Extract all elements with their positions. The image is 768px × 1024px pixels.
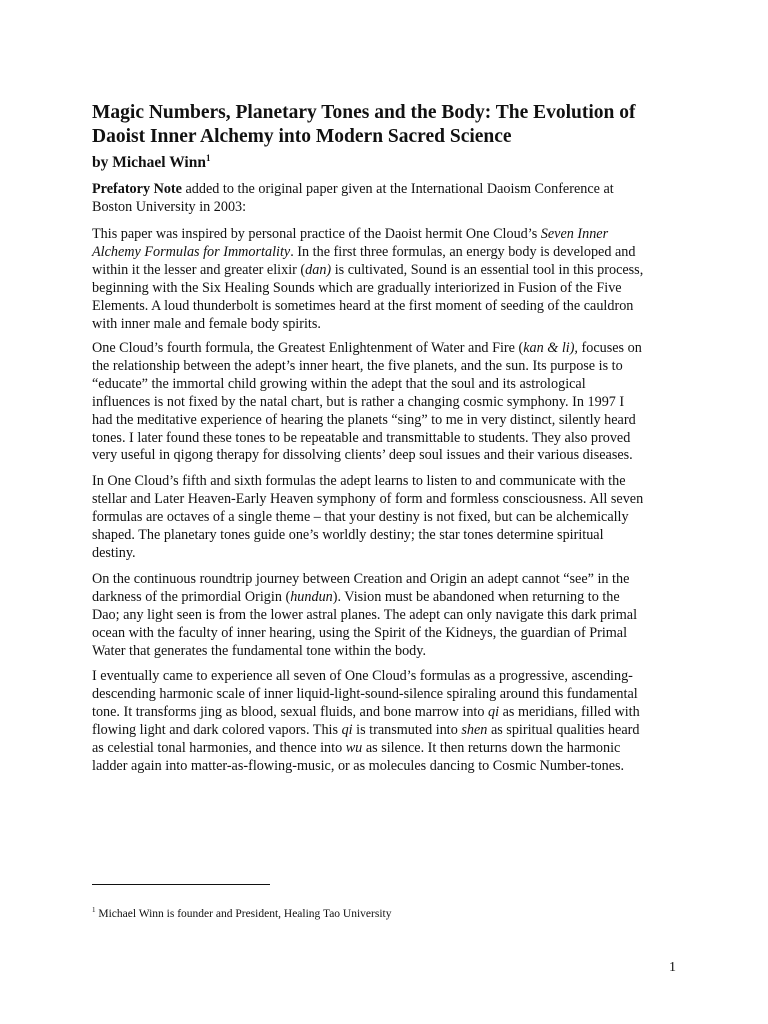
p2-line-6: tones. I later found these tones to be repeatable and transmittable to students. They also proved xyxy=(92,429,631,446)
p1-line-6: with inner male and female body spirits. xyxy=(92,315,321,332)
author-name: by Michael Winn xyxy=(92,154,206,172)
p2-line-2: the relationship between the adept’s inner heart, the five planets, and the sun. Its purpose is to xyxy=(92,357,623,374)
p1-text: within it the lesser and greater elixir ( xyxy=(92,261,306,278)
p3-line-4: shaped. The planetary tones guide one’s worldly destiny; the star tones determine spiritual xyxy=(92,526,604,543)
p1-line-1 xyxy=(92,226,682,244)
footnote-text: Michael Winn is founder and President, Healing Tao University xyxy=(95,907,392,920)
p1-line-2 xyxy=(92,244,682,262)
author-byline xyxy=(92,153,210,172)
p2-line-1 xyxy=(92,340,682,358)
p4-line-1: On the continuous roundtrip journey between Creation and Origin an adept cannot “see” in the xyxy=(92,571,630,587)
p1-line-5: Elements. A loud thunderbolt is sometimes heard at the first moment of seeding of the cauldron xyxy=(92,297,634,314)
p5-line-5 xyxy=(92,740,682,758)
p5-italic: qi xyxy=(341,721,353,738)
p5-line-2: descending harmonic scale of inner liquid-light-sound-silence spiraling around this fundamental xyxy=(92,685,638,702)
p1-line-3 xyxy=(92,262,682,280)
p5-text: tone. It transforms jing as blood, sexual fluids, and bone marrow into xyxy=(92,703,488,720)
p5-italic: shen xyxy=(461,721,488,738)
p1-italic: Alchemy Formulas for Immortality xyxy=(92,243,291,260)
p2-line-5: had the meditative experience of hearing the planets “sing” to me in very distinct, silently heard xyxy=(92,411,636,428)
p5-text: flowing light and dark colored vapors. This xyxy=(92,721,342,738)
p2-text: One Cloud’s fourth formula, the Greatest Enlightenment of Water and Fire ( xyxy=(92,340,524,356)
title-line-1: Magic Numbers, Planetary Tones and the Body: The Evolution of xyxy=(92,102,636,123)
p3-line-2: stellar and Later Heaven-Early Heaven symphony of form and formless consciousness. All seven xyxy=(92,490,644,507)
prefatory-line-2: Boston University in 2003: xyxy=(92,198,247,215)
paragraph-4 xyxy=(92,571,682,661)
p5-text: is transmuted into xyxy=(352,721,462,738)
paragraph-3 xyxy=(92,473,682,563)
prefatory-note xyxy=(92,181,682,217)
footnote xyxy=(92,906,391,920)
p4-italic: hundun xyxy=(290,588,333,605)
p5-italic: qi xyxy=(488,703,500,720)
p4-text: ). Vision must be abandoned when returning to the xyxy=(332,588,620,605)
p1-text: . In the first three formulas, an energy body is developed and xyxy=(290,243,636,260)
p3-line-1: In One Cloud’s fifth and sixth formulas the adept learns to listen to and communicate with the xyxy=(92,473,626,489)
paragraph-5 xyxy=(92,668,682,775)
paragraph-1 xyxy=(92,226,682,333)
page-number: 1 xyxy=(669,960,676,975)
prefatory-label: Prefatory Note xyxy=(92,181,182,197)
prefatory-text: added to the original paper given at the International Daoism Conference at xyxy=(181,181,614,197)
p1-italic: Seven Inner xyxy=(540,226,609,242)
p4-text: darkness of the primordial Origin ( xyxy=(92,588,291,605)
p5-text: as silence. It then returns down the harmonic xyxy=(362,739,621,756)
p1-text: is cultivated, Sound is an essential tool in this process, xyxy=(331,261,644,278)
p4-line-3: Dao; any light seen is from the lower astral planes. The adept can only navigate this dark primal xyxy=(92,606,638,623)
paragraph-2 xyxy=(92,340,682,465)
p1-italic: dan) xyxy=(305,261,332,278)
author-footnote-mark: 1 xyxy=(205,153,211,163)
p4-line-4: ocean with the faculty of inner hearing, using the Spirit of the Kidneys, the guardian of Primal xyxy=(92,624,628,641)
p2-line-3: “educate” the immortal child growing within the adept that the soul and its astrological xyxy=(92,375,586,392)
p2-italic: kan & li), xyxy=(523,340,578,356)
p2-line-7: very useful in qigong therapy for dissolving clients’ deep soul issues and their various diseases. xyxy=(92,447,633,464)
p2-text: focuses on xyxy=(577,340,642,356)
p5-line-6: ladder again into matter-as-flowing-music, or as molecules dancing to Cosmic Number-tones. xyxy=(92,757,625,774)
p3-line-5: destiny. xyxy=(92,544,136,561)
p1-text: This paper was inspired by personal practice of the Daoist hermit One Cloud’s xyxy=(92,226,541,242)
p2-line-4: influences is not fixed by the natal chart, but is rather a changing cosmic symphony. In 1997 I xyxy=(92,393,625,410)
p4-line-5: Water that generates the fundamental tone within the body. xyxy=(92,642,426,659)
footnote-mark: 1 xyxy=(92,906,96,914)
p5-italic: wu xyxy=(345,739,363,756)
p5-text: as meridians, filled with xyxy=(499,703,640,720)
p5-text: as spiritual qualities heard xyxy=(487,721,640,738)
p5-text: as celestial tonal harmonies, and thence into xyxy=(92,739,346,756)
p1-line-4: beginning with the Six Healing Sounds which are gradually interiorized in Fusion of the Five xyxy=(92,279,622,296)
p5-line-4 xyxy=(92,722,682,740)
prefatory-line-1 xyxy=(92,181,682,199)
paper-title xyxy=(92,101,692,149)
p5-line-1: I eventually came to experience all seven of One Cloud’s formulas as a progressive, ascending- xyxy=(92,668,633,684)
p3-line-3: formulas are octaves of a single theme – that your destiny is not fixed, but can be alchemically xyxy=(92,508,629,525)
title-line-2: Daoist Inner Alchemy into Modern Sacred Science xyxy=(92,126,512,147)
p5-line-3 xyxy=(92,704,682,722)
p4-line-2 xyxy=(92,589,682,607)
footnote-divider xyxy=(92,884,270,885)
